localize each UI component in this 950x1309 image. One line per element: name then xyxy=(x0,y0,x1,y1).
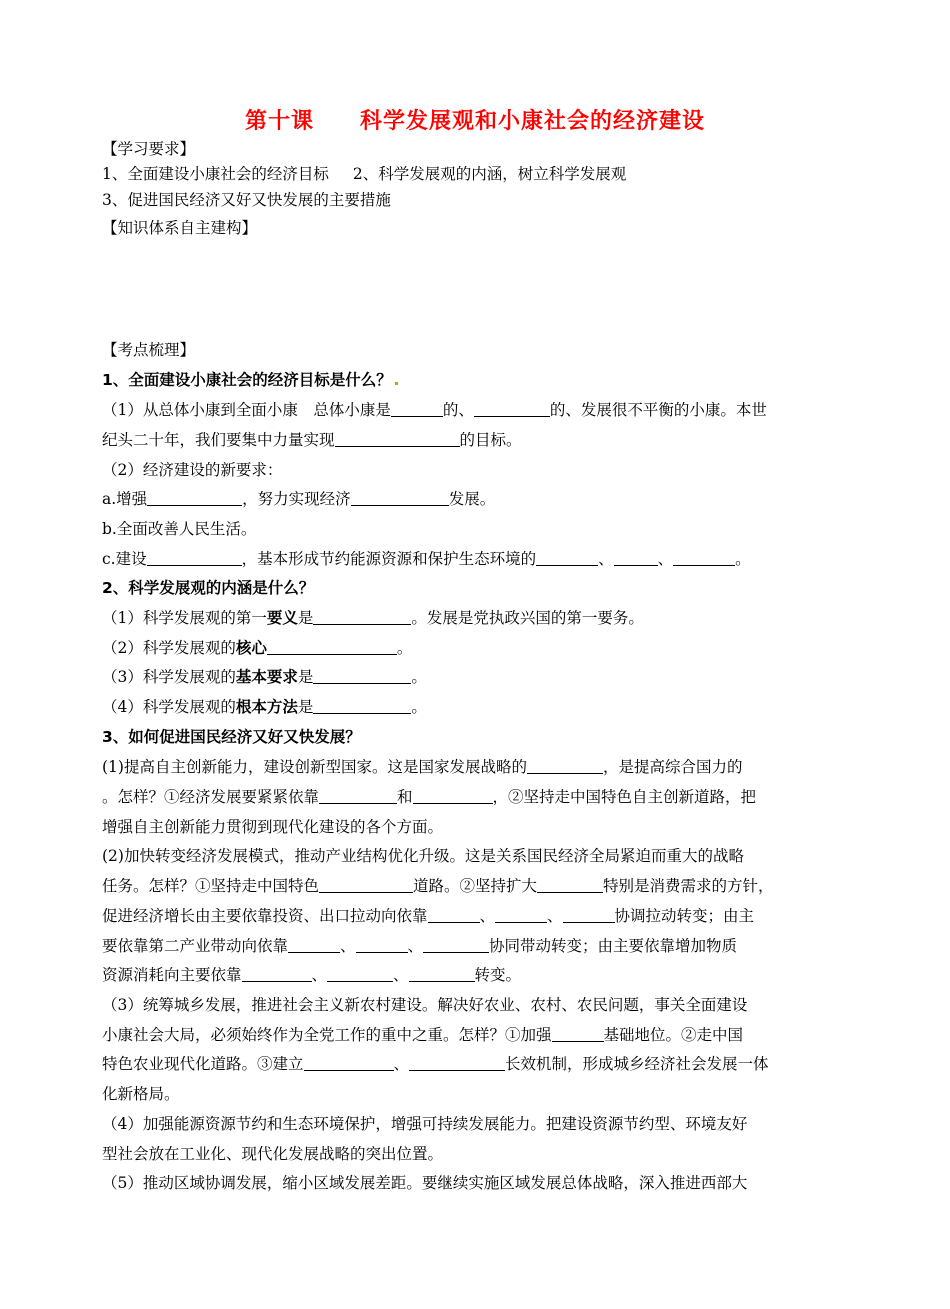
q2-line-4: （4）科学发展观的根本方法是 。 xyxy=(102,698,427,716)
fill-blank[interactable] xyxy=(351,490,449,506)
fill-blank[interactable] xyxy=(537,877,603,893)
q3-s4-line-2: 型社会放在工业化、现代化发展战略的突出位置。 xyxy=(102,1145,444,1163)
q3-s4-line-1: （4）加强能源资源节约和生态环境保护，增强可持续发展能力。把建设资源节约型、环境友好 xyxy=(102,1115,748,1133)
requirement-1: 1、全面建设小康社会的经济目标 xyxy=(102,165,329,183)
requirement-line-1 xyxy=(102,164,626,184)
fill-blank[interactable] xyxy=(536,550,598,566)
fill-blank[interactable] xyxy=(304,1055,394,1071)
fill-blank[interactable] xyxy=(409,1055,505,1071)
q3-s1-line-2: 。怎样？①经济发展要紧紧依靠 和 ，②坚持走中国特色自主创新道路，把 xyxy=(102,788,757,806)
q3-s3-line-1: （3）统筹城乡发展，推进社会主义新农村建设。解决好农业、农村、农民问题，事关全面建设 xyxy=(102,996,748,1014)
fill-blank[interactable] xyxy=(313,609,411,625)
q3-s2-line-3: 促进经济增长由主要依靠投资、出口拉动向依靠 、 、 协调拉动转变；由主 xyxy=(102,907,755,925)
q3-s5-line-1: （5）推动区域协调发展，缩小区域发展差距。要继续实施区域发展总体战略，深入推进西部大 xyxy=(102,1174,748,1192)
fill-blank[interactable] xyxy=(423,937,489,953)
q3-s3-line-3: 特色农业现代化道路。③建立 、 长效机制，形成城乡经济社会发展一体 xyxy=(102,1055,769,1073)
requirement-2: 2、科学发展观的内涵，树立科学发展观 xyxy=(352,165,627,183)
fill-blank[interactable] xyxy=(527,758,603,774)
fill-blank[interactable] xyxy=(242,966,312,982)
fill-blank[interactable] xyxy=(474,401,550,417)
fill-blank[interactable] xyxy=(391,401,443,417)
fill-blank[interactable] xyxy=(147,490,242,506)
q1-paragraph-1-line-1: （1）从总体小康到全面小康 总体小康是 的、 的、发展很不平衡的小康。本世 xyxy=(102,401,767,419)
q1-paragraph-2: （2）经济建设的新要求： xyxy=(102,461,283,479)
q3-s2-line-5: 资源消耗向主要依靠 、 、 转变。 xyxy=(102,966,522,984)
fill-blank[interactable] xyxy=(319,877,413,893)
q2-line-1: （1）科学发展观的第一要义是 。发展是党执政兴国的第一要务。 xyxy=(102,609,644,627)
q3-s2-line-4: 要依靠第二产业带动向依靠 、 、 协同带动转变；由主要依靠增加物质 xyxy=(102,937,738,955)
fill-blank[interactable] xyxy=(409,966,475,982)
fill-blank[interactable] xyxy=(614,550,658,566)
q3-s2-line-2: 任务。怎样？①坚持走中国特色 道路。②坚持扩大 特别是消费需求的方针， xyxy=(102,877,774,895)
q3-s1-line-3: 增强自主创新能力贯彻到现代化建设的各个方面。 xyxy=(102,818,444,836)
q1-item-a: a.增强 ，努力实现经济 发展。 xyxy=(102,490,496,508)
q3-s3-line-2: 小康社会大局，必须始终作为全党工作的重中之重。怎样？①加强 基础地位。②走中国 xyxy=(102,1026,744,1044)
q3-s1-line-1: (1)提高自主创新能力，建设创新型国家。这是国家发展战略的 ，是提高综合国力的 xyxy=(102,758,743,776)
section-heading-learning-requirements: 【学习要求】 xyxy=(102,140,196,158)
q2-line-2: （2）科学发展观的核心 。 xyxy=(102,639,413,657)
fill-blank[interactable] xyxy=(428,907,480,923)
fill-blank[interactable] xyxy=(552,1026,604,1042)
fill-blank[interactable] xyxy=(356,937,408,953)
fill-blank[interactable] xyxy=(327,966,393,982)
fill-blank[interactable] xyxy=(313,698,411,714)
question-1-title: 1、全面建设小康社会的经济目标是什么？ xyxy=(102,370,398,390)
q1-item-b: b.全面改善人民生活。 xyxy=(102,520,257,538)
q2-line-3: （3）科学发展观的基本要求是 。 xyxy=(102,668,427,686)
question-2-title: 2、科学发展观的内涵是什么？ xyxy=(102,579,315,597)
q3-s3-line-4: 化新格局。 xyxy=(102,1085,180,1103)
fill-blank[interactable] xyxy=(335,431,460,447)
fill-blank[interactable] xyxy=(673,550,735,566)
requirement-3: 3、促进国民经济又好又快发展的主要措施 xyxy=(102,191,391,209)
fill-blank[interactable] xyxy=(563,907,615,923)
q1-item-c: c.建设 ，基本形成节约能源资源和保护生态环境的 、 、 。 xyxy=(102,550,751,568)
q3-s2-line-1: (2)加快转变经济发展模式，推动产业结构优化升级。这是关系国民经济全局紧迫而重大的战略 xyxy=(102,847,744,865)
question-3-title: 3、如何促进国民经济又好又快发展？ xyxy=(102,728,361,746)
fill-blank[interactable] xyxy=(413,788,493,804)
fill-blank[interactable] xyxy=(288,937,340,953)
fill-blank[interactable] xyxy=(267,639,397,655)
section-heading-knowledge-system: 【知识体系自主建构】 xyxy=(102,219,258,237)
lesson-title: 第十课 科学发展观和小康社会的经济建设 xyxy=(244,109,705,134)
marker-dot xyxy=(395,382,398,385)
fill-blank[interactable] xyxy=(319,788,397,804)
section-heading-exam-points: 【考点梳理】 xyxy=(102,341,196,359)
fill-blank[interactable] xyxy=(495,907,547,923)
q1-paragraph-1-line-2: 纪头二十年，我们要集中力量实现 的目标。 xyxy=(102,431,522,449)
fill-blank[interactable] xyxy=(147,550,242,566)
fill-blank[interactable] xyxy=(313,668,411,684)
